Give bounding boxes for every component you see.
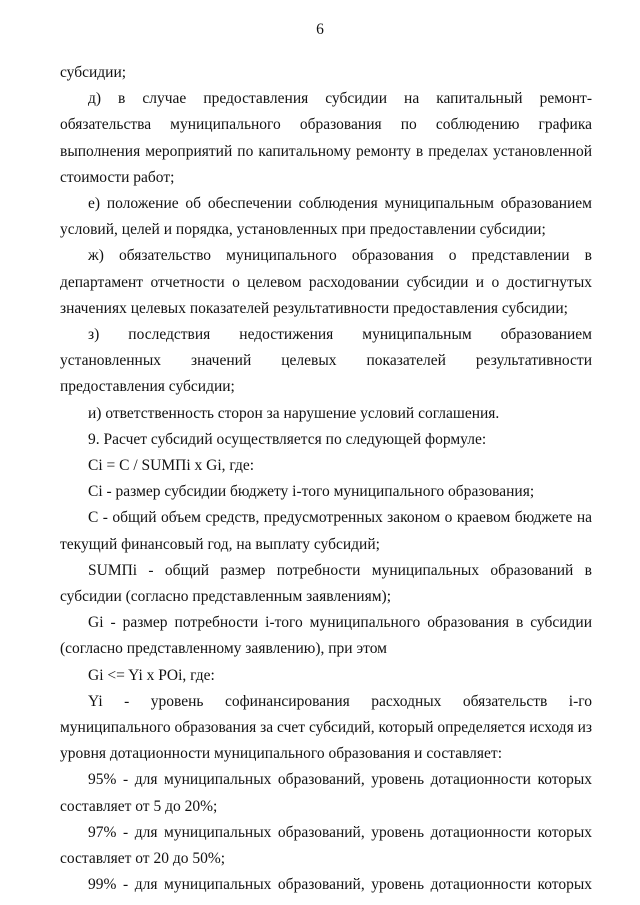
paragraph-section-9: 9. Расчет субсидий осуществляется по следующей формуле: [88, 430, 487, 448]
definition-yi: Yi - уровень софинансирования расходных обязательств i-го муниципального образования за счет субсидий, который определяется исходя из уровня дотационности муниципального образования и составляет: [60, 692, 592, 763]
definition-gi: Gi - размер потребности i-того муниципального образования в субсидии (согласно представленному заявлению), при этом [60, 614, 592, 658]
formula-main: Ci = C / SUMПi x Gi, где: [88, 457, 255, 475]
paragraph-item-i: и) ответственность сторон за нарушение условий соглашения. [88, 404, 500, 422]
definition-c: С - общий объем средств, предусмотренных законом о краевом бюджете на текущий финансовый год, на выплату субсидий; [60, 509, 592, 553]
rate-95: 95% - для муниципальных образований, уровень дотационности которых составляет от 5 до 20%; [60, 771, 592, 815]
definition-ci: Ci - размер субсидии бюджету i-того муниципального образования; [88, 483, 535, 501]
paragraph-item-zh: ж) обязательство муниципального образования о представлении в департамент отчетности о целевом расходовании субсидии и о достигнутых значениях целевых показателей результативности предоставления субсидии; [60, 247, 592, 317]
definition-sumpi: SUMПi - общий размер потребности муниципальных образований в субсидии (согласно представленным заявлениям); [60, 561, 592, 606]
rate-99: 99% - для муниципальных образований, уровень дотационности которых [88, 876, 592, 894]
paragraph-item-d: д) в случае предоставления субсидии на капитальный ремонт- обязательства муниципального образования по соблюдению графика выполнения мероприятий по капитальному ремонту в пределах установленной стоимости работ; [60, 90, 592, 186]
paragraph-continuation: субсидии; [60, 64, 127, 81]
formula-gi-constraint: Gi <= Yi x POi, где: [88, 666, 215, 684]
rate-97: 97% - для муниципальных образований, уровень дотационности которых составляет от 20 до 50%; [60, 823, 592, 868]
paragraph-item-e: е) положение об обеспечении соблюдения муниципальным образованием условий, целей и порядка, установленных при предоставлении субсидии; [60, 195, 592, 239]
paragraph-item-z: з) последствия недостижения муниципальным образованием установленных значений целевых показателей результативности предоставления субсидии; [60, 326, 592, 396]
page-number: 6 [316, 21, 324, 38]
document-body [60, 60, 592, 899]
